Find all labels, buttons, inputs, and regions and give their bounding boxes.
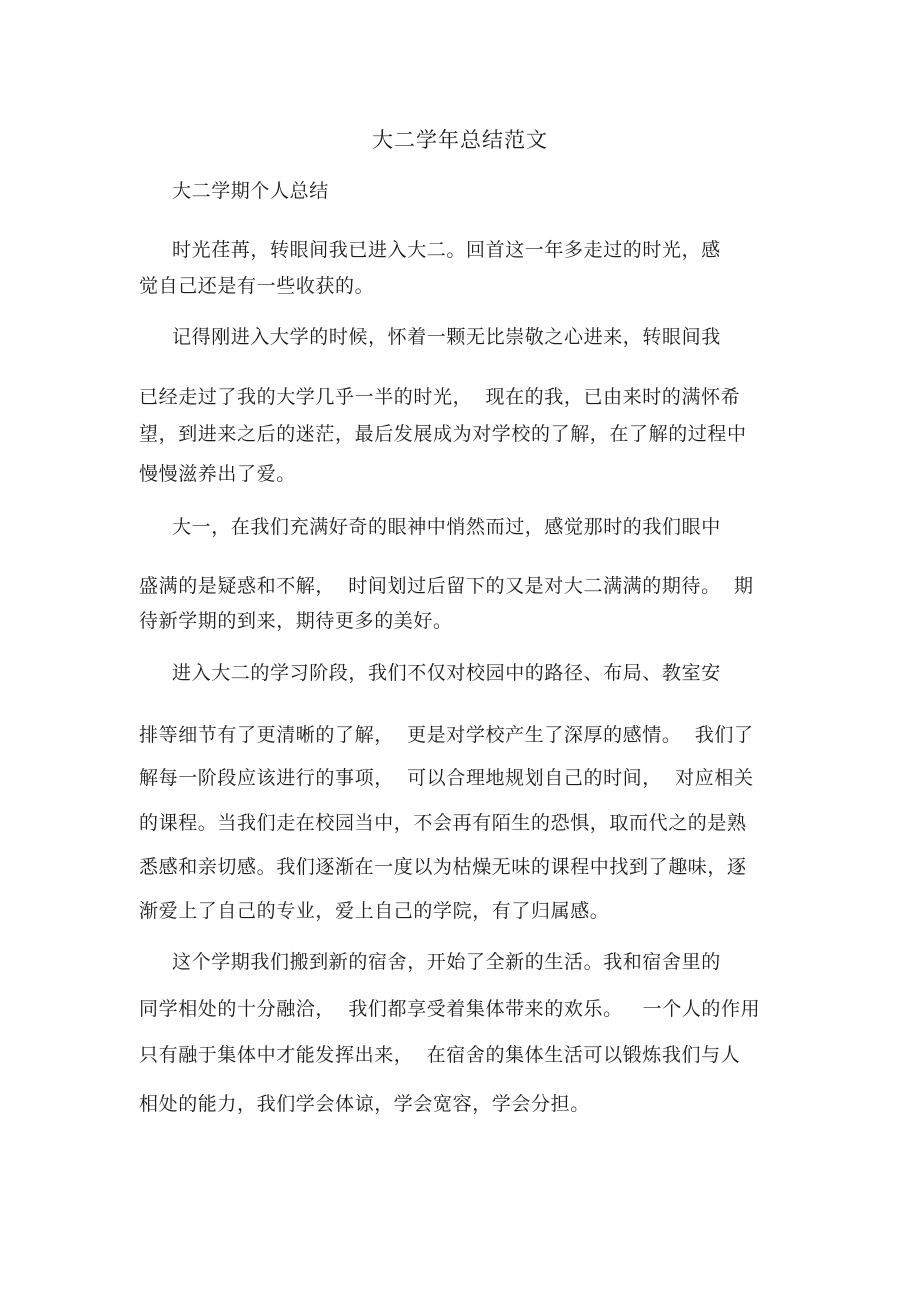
text-line: 相处的能力，我们学会体谅，学会宽容，学会分担。 (139, 1093, 590, 1115)
text-line: 待新学期的到来，期待更多的美好。 (139, 610, 453, 632)
text-line: 同学相处的十分融洽， 我们都享受着集体带来的欢乐。 一个人的作用 (139, 998, 761, 1020)
text-line: 这个学期我们搬到新的宿舍，开始了全新的生活。我和宿舍里的 (172, 951, 721, 973)
section-heading: 大二学期个人总结 (172, 180, 329, 202)
document-title: 大二学年总结范文 (372, 128, 548, 152)
text-line: 只有融于集体中才能发挥出来， 在宿舍的集体生活可以锻炼我们与人 (139, 1044, 741, 1066)
text-line: 渐爱上了自己的专业，爱上自己的学院，有了归属感。 (139, 900, 610, 922)
text-line: 时光荏苒，转眼间我已进入大二。回首这一年多走过的时光，感 (172, 239, 721, 261)
text-line: 悉感和亲切感。我们逐渐在一度以为枯燥无味的课程中找到了趣味，逐 (139, 856, 747, 878)
text-line: 慢慢滋养出了爱。 (139, 463, 296, 485)
text-line: 的课程。当我们走在校园当中，不会再有陌生的恐惧，取而代之的是熟 (139, 812, 747, 834)
text-line: 排等细节有了更清晰的了解， 更是对学校产生了深厚的感情。 我们了 (139, 724, 754, 746)
text-line: 记得刚进入大学的时候，怀着一颗无比崇敬之心进来，转眼间我 (172, 326, 721, 348)
text-line: 已经走过了我的大学几乎一半的时光， 现在的我，已由来时的满怀希 (139, 386, 741, 408)
text-line: 望，到进来之后的迷茫，最后发展成为对学校的了解，在了解的过程中 (139, 423, 747, 445)
text-line: 大一，在我们充满好奇的眼神中悄然而过，感觉那时的我们眼中 (172, 516, 721, 538)
text-line: 解每一阶段应该进行的事项， 可以合理地规划自己的时间， 对应相关 (139, 767, 754, 789)
text-line: 觉自己还是有一些收获的。 (139, 275, 375, 297)
text-line: 进入大二的学习阶段，我们不仅对校园中的路径、布局、教室安 (172, 662, 721, 684)
text-line: 盛满的是疑惑和不解， 时间划过后留下的又是对大二满满的期待。 期 (139, 575, 754, 597)
